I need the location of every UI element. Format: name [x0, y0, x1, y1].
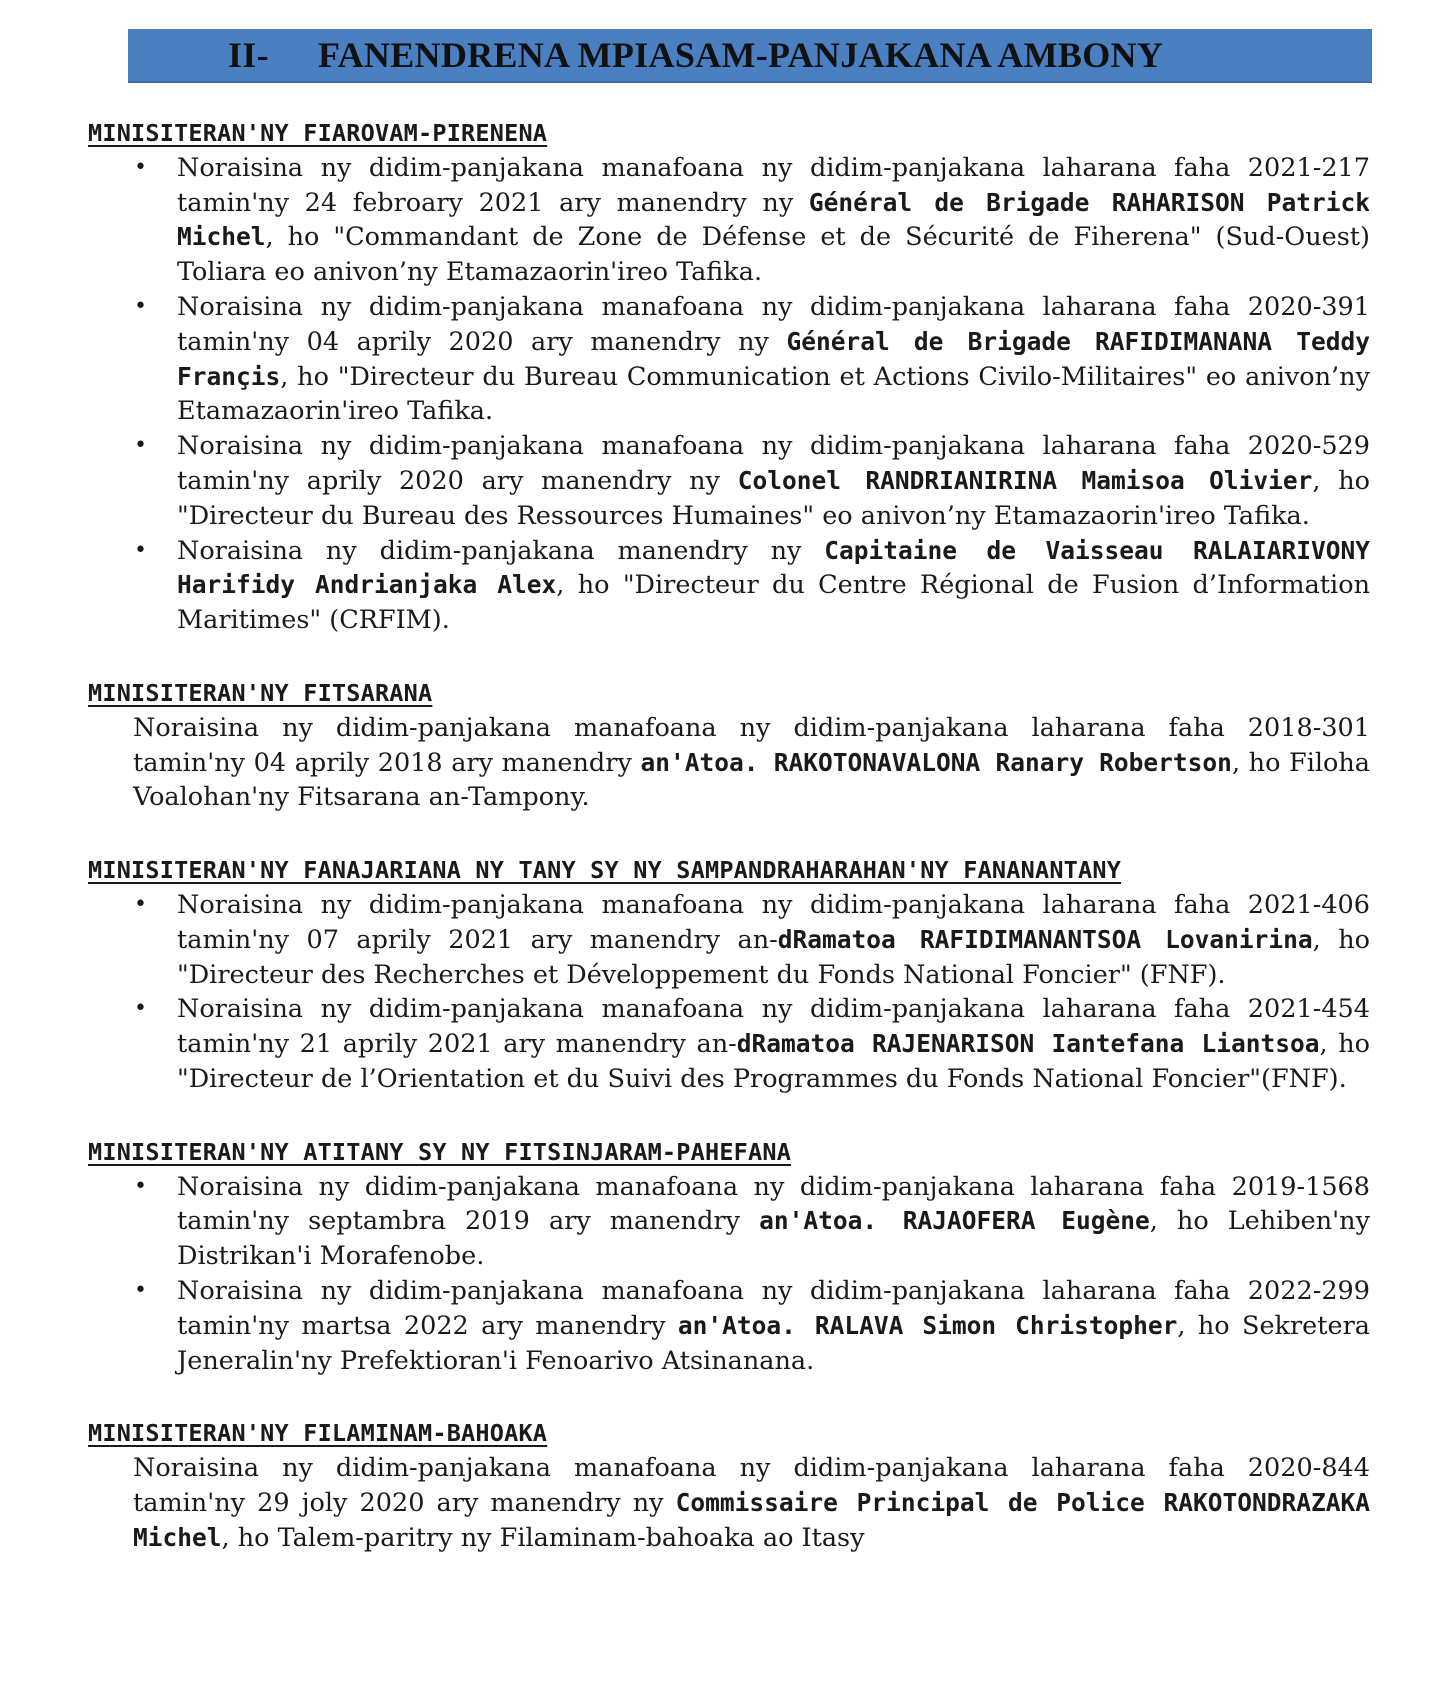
item-text: Noraisina ny didim-panjakana manafoana ny didim-panjakana laharana faha 2022-299 tamin'ny martsa 2022 ary manendry	[177, 1275, 1370, 1341]
section-atitany	[88, 1135, 1370, 1379]
decree-list	[88, 888, 1370, 1097]
item-text: Noraisina ny didim-panjakana manendry ny	[177, 535, 825, 566]
item-text: , ho Lehiben'ny Distrikan'i Morafenobe.	[177, 1206, 1371, 1272]
section-heading: MINISITERAN'NY FIAROVAM-PIRENENA	[88, 119, 548, 147]
appointee-name: Général de Brigade RAHARISON Patrick Michel	[177, 187, 1370, 252]
bullet-icon: •	[134, 1277, 147, 1303]
appointee-name: Capitaine de Vaisseau RALAIARIVONY Harifidy Andrianjaka Alex	[177, 535, 1370, 600]
bullet-icon: •	[134, 293, 147, 319]
list-item	[88, 534, 1370, 638]
appointee-name: an'Atoa. RAJAOFERA Eugène	[759, 1206, 1150, 1236]
appointee-name: an'Atoa. RAKOTONAVALONA Ranary Robertson	[640, 747, 1232, 777]
section-heading: MINISITERAN'NY FANAJARIANA NY TANY SY NY SAMPANDRAHARAHAN'NY FANANANTANY	[88, 856, 1122, 885]
list-item	[88, 992, 1370, 1096]
list-item	[88, 1170, 1370, 1274]
section-heading: MINISITERAN'NY FITSARANA	[88, 678, 433, 707]
document-body	[88, 116, 1370, 1555]
section-heading: MINISITERAN'NY ATITANY SY NY FITSINJARAM-PAHEFANA	[88, 1137, 792, 1166]
item-text: , ho "Directeur des Recherches et Développement du Fonds National Foncier" (FNF).	[177, 924, 1370, 990]
decree-list	[88, 151, 1370, 638]
section-filaminam-bahoaka	[88, 1416, 1370, 1555]
bullet-icon: •	[134, 433, 147, 459]
item-text: Noraisina ny didim-panjakana manafoana ny didim-panjakana laharana faha 2020-391 tamin'ny 04 aprily 2020 ary manendry ny	[177, 291, 1370, 357]
banner-number: II-	[228, 35, 269, 75]
appointee-name: an'Atoa. RALAVA Simon Christopher	[677, 1310, 1178, 1340]
section-fanajariana-ny-tany	[88, 853, 1370, 1097]
item-text: Noraisina ny didim-panjakana manafoana ny didim-panjakana laharana faha 2020-529 tamin'ny aprily 2020 ary manendry ny	[177, 431, 1370, 496]
item-text: , ho Filoha Voalohan'ny Fitsarana an-Tampony.	[133, 747, 1370, 813]
item-text: Noraisina ny didim-panjakana manafoana ny didim-panjakana laharana faha 2018-301 tamin'ny 04 aprily 2018 ary manendry	[133, 712, 1370, 778]
section-banner	[128, 29, 1372, 83]
decree-paragraph	[88, 711, 1370, 815]
list-item	[88, 888, 1370, 992]
bullet-icon: •	[134, 537, 147, 563]
list-item	[88, 151, 1370, 290]
item-text: , ho Talem-paritry ny Filaminam-bahoaka ao Itasy	[221, 1522, 865, 1553]
bullet-icon: •	[134, 996, 147, 1022]
item-text: , ho "Directeur du Centre Régional de Fusion d’Information Maritimes" (CRFIM).	[177, 570, 1370, 636]
item-text: , ho "Directeur de l’Orientation et du Suivi des Programmes du Fonds National Foncier"(FNF).	[177, 1029, 1370, 1094]
bullet-icon: •	[134, 891, 147, 917]
appointee-name: dRamatoa RAJENARISON Iantefana Liantsoa	[736, 1029, 1320, 1059]
item-text: , ho "Directeur du Bureau des Ressources Humaines" eo anivon’ny Etamazaorin'ireo Tafika.	[177, 465, 1370, 531]
section-fitsarana	[88, 676, 1370, 815]
list-item	[88, 429, 1370, 533]
item-text: , ho "Commandant de Zone de Défense et de Sécurité de Fiherena" (Sud-Ouest) Toliara eo anivon’ny Etamazaorin'ireo Tafika.	[177, 222, 1370, 288]
item-text: Noraisina ny didim-panjakana manafoana ny didim-panjakana laharana faha 2021-454 tamin'ny 21 aprily 2021 ary manendry an-	[177, 994, 1370, 1060]
item-text: Noraisina ny didim-panjakana manafoana ny didim-panjakana laharana faha 2019-1568 tamin'ny septambra 2019 ary manendry	[177, 1171, 1370, 1237]
item-text: , ho Sekretera Jeneralin'ny Prefektioran'i Fenoarivo Atsinanana.	[177, 1310, 1371, 1376]
item-text: Noraisina ny didim-panjakana manafoana ny didim-panjakana laharana faha 2021-406 tamin'ny 07 aprily 2021 ary manendry an-	[177, 889, 1370, 955]
list-item	[88, 290, 1370, 429]
appointee-name: Général de Brigade RAFIDIMANANA Teddy Franҫis	[177, 326, 1370, 391]
item-text: , ho "Directeur du Bureau Communication et Actions Civilo-Militaires" eo anivon’ny Etamazaorin'ireo Tafika.	[177, 361, 1370, 427]
appointee-name: Commissaire Principal de Police RAKOTONDRAZAKA Michel	[133, 1487, 1370, 1552]
section-heading: MINISITERAN'NY FILAMINAM-BAHOAKA	[88, 1419, 548, 1448]
appointee-name: dRamatoa RAFIDIMANANTSOA Lovanirina	[777, 924, 1313, 954]
bullet-icon: •	[134, 1173, 147, 1199]
item-text: Noraisina ny didim-panjakana manafoana ny didim-panjakana laharana faha 2020-844 tamin'ny 29 joly 2020 ary manendry ny	[133, 1453, 1370, 1518]
banner-title: FANENDRENA MPIASAM-PANJAKANA AMBONY	[318, 35, 1164, 75]
decree-paragraph	[88, 1451, 1370, 1555]
bullet-icon: •	[134, 154, 147, 180]
decree-list	[88, 1170, 1370, 1379]
list-item	[88, 1274, 1370, 1378]
section-fiarovam-pirenena	[88, 116, 1370, 638]
appointee-name: Colonel RANDRIANIRINA Mamisoa Olivier	[737, 465, 1313, 495]
item-text: Noraisina ny didim-panjakana manafoana ny didim-panjakana laharana faha 2021-217 tamin'ny 24 febroary 2021 ary manendry ny	[177, 152, 1370, 218]
